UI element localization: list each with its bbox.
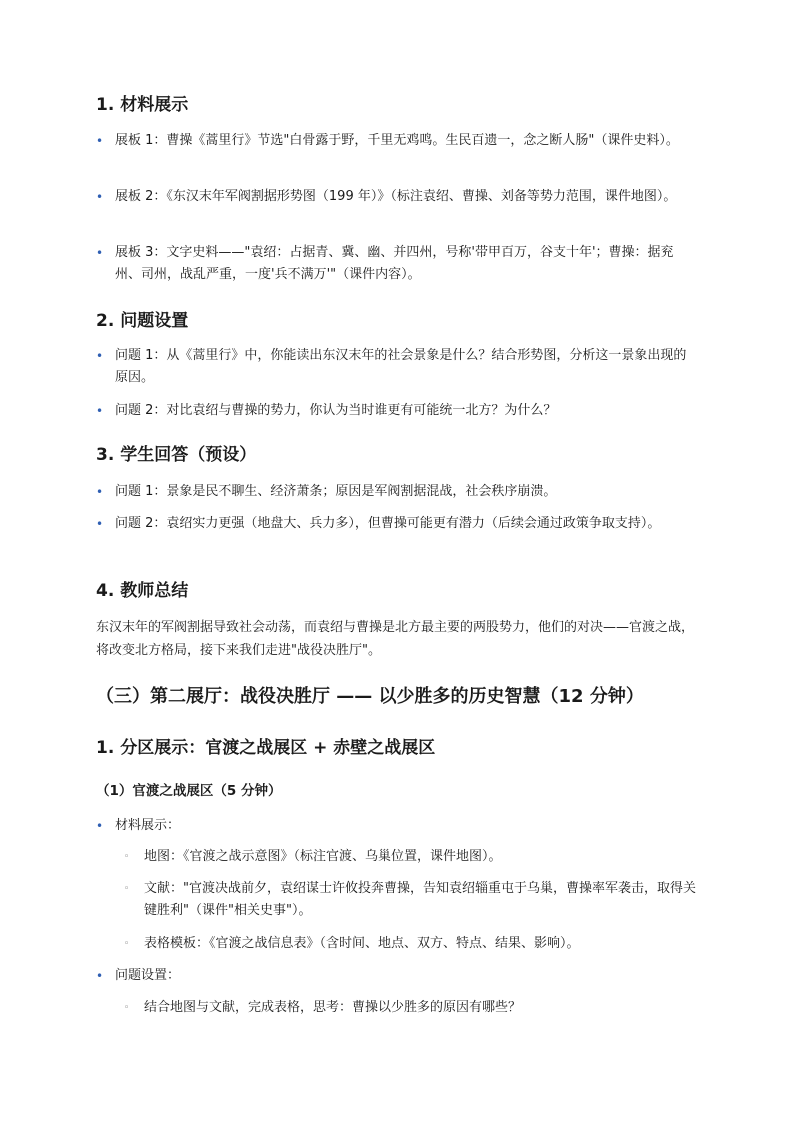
list-item: • 问题设置：	[96, 965, 696, 987]
section-heading-answers: 3. 学生回答（预设）	[96, 445, 257, 465]
bullet-icon: •	[96, 969, 104, 983]
sub-bullet-icon: ◦	[124, 1003, 130, 1013]
sub-bullet-icon: ◦	[124, 884, 130, 894]
bullet-icon: •	[96, 349, 104, 363]
zone-display-heading: 1. 分区展示：官渡之战展区 + 赤壁之战展区	[96, 738, 436, 758]
bullet-icon: •	[96, 134, 104, 148]
section-heading-summary: 4. 教师总结	[96, 581, 189, 601]
sub-list-item: ◦ 结合地图与文献，完成表格，思考：曹操以少胜多的原因有哪些？	[124, 997, 696, 1019]
guandu-zone-heading: （1）官渡之战展区（5 分钟）	[96, 783, 282, 799]
summary-paragraph: 东汉末年的军阀割据导致社会动荡，而袁绍与曹操是北方最主要的两股势力，他们的对决——官渡之战，将改变北方格局，接下来我们走进"战役决胜厅"。	[96, 620, 695, 658]
list-item: • 材料展示：	[96, 815, 696, 837]
hall-heading: （三）第二展厅：战役决胜厅 —— 以少胜多的历史智慧（12 分钟）	[96, 686, 644, 707]
bullet-icon: •	[96, 819, 104, 833]
bullet-icon: •	[96, 517, 104, 531]
list-item: • 展板 2：《东汉末年军阀割据形势图（199 年）》（标注袁绍、曹操、刘备等势力范围，课件地图）。	[96, 186, 696, 208]
list-item: • 问题 2：对比袁绍与曹操的势力，你认为当时谁更有可能统一北方？为什么？	[96, 400, 696, 422]
list-item: • 问题 2：袁绍实力更强（地盘大、兵力多），但曹操可能更有潜力（后续会通过政策争取支持）。	[96, 513, 696, 535]
sub-list-item: ◦ 地图：《官渡之战示意图》（标注官渡、乌巢位置，课件地图）。	[124, 846, 696, 868]
sub-list-item: ◦ 表格模板：《官渡之战信息表》（含时间、地点、双方、特点、结果、影响）。	[124, 933, 696, 955]
list-item: • 问题 1：从《蒿里行》中，你能读出东汉末年的社会景象是什么？结合形势图，分析这一景象出现的原因。	[96, 345, 696, 389]
list-item: • 问题 1：景象是民不聊生、经济萧条；原因是军阀割据混战，社会秩序崩溃。	[96, 481, 696, 503]
list-item: • 展板 1：曹操《蒿里行》节选"白骨露于野，千里无鸡鸣。生民百遗一，念之断人肠"（课件史料）。	[96, 130, 696, 152]
bullet-icon: •	[96, 246, 104, 260]
sub-bullet-icon: ◦	[124, 852, 130, 862]
bullet-icon: •	[96, 404, 104, 418]
list-item: • 展板 3：文字史料——"袁绍：占据青、冀、幽、并四州，号称'带甲百万，谷支十年'；曹操：据兖州、司州，战乱严重，一度'兵不满万'"（课件内容）。	[96, 242, 696, 286]
sub-list-item: ◦ 文献："官渡决战前夕，袁绍谋士许攸投奔曹操，告知袁绍辎重屯于乌巢，曹操率军袭击，取得关键胜利"（课件"相关史事"）。	[124, 878, 696, 922]
sub-bullet-icon: ◦	[124, 939, 130, 949]
bullet-icon: •	[96, 485, 104, 499]
section-heading-questions: 2. 问题设置	[96, 311, 189, 331]
section-heading-materials: 1. 材料展示	[96, 95, 189, 115]
bullet-icon: •	[96, 190, 104, 204]
